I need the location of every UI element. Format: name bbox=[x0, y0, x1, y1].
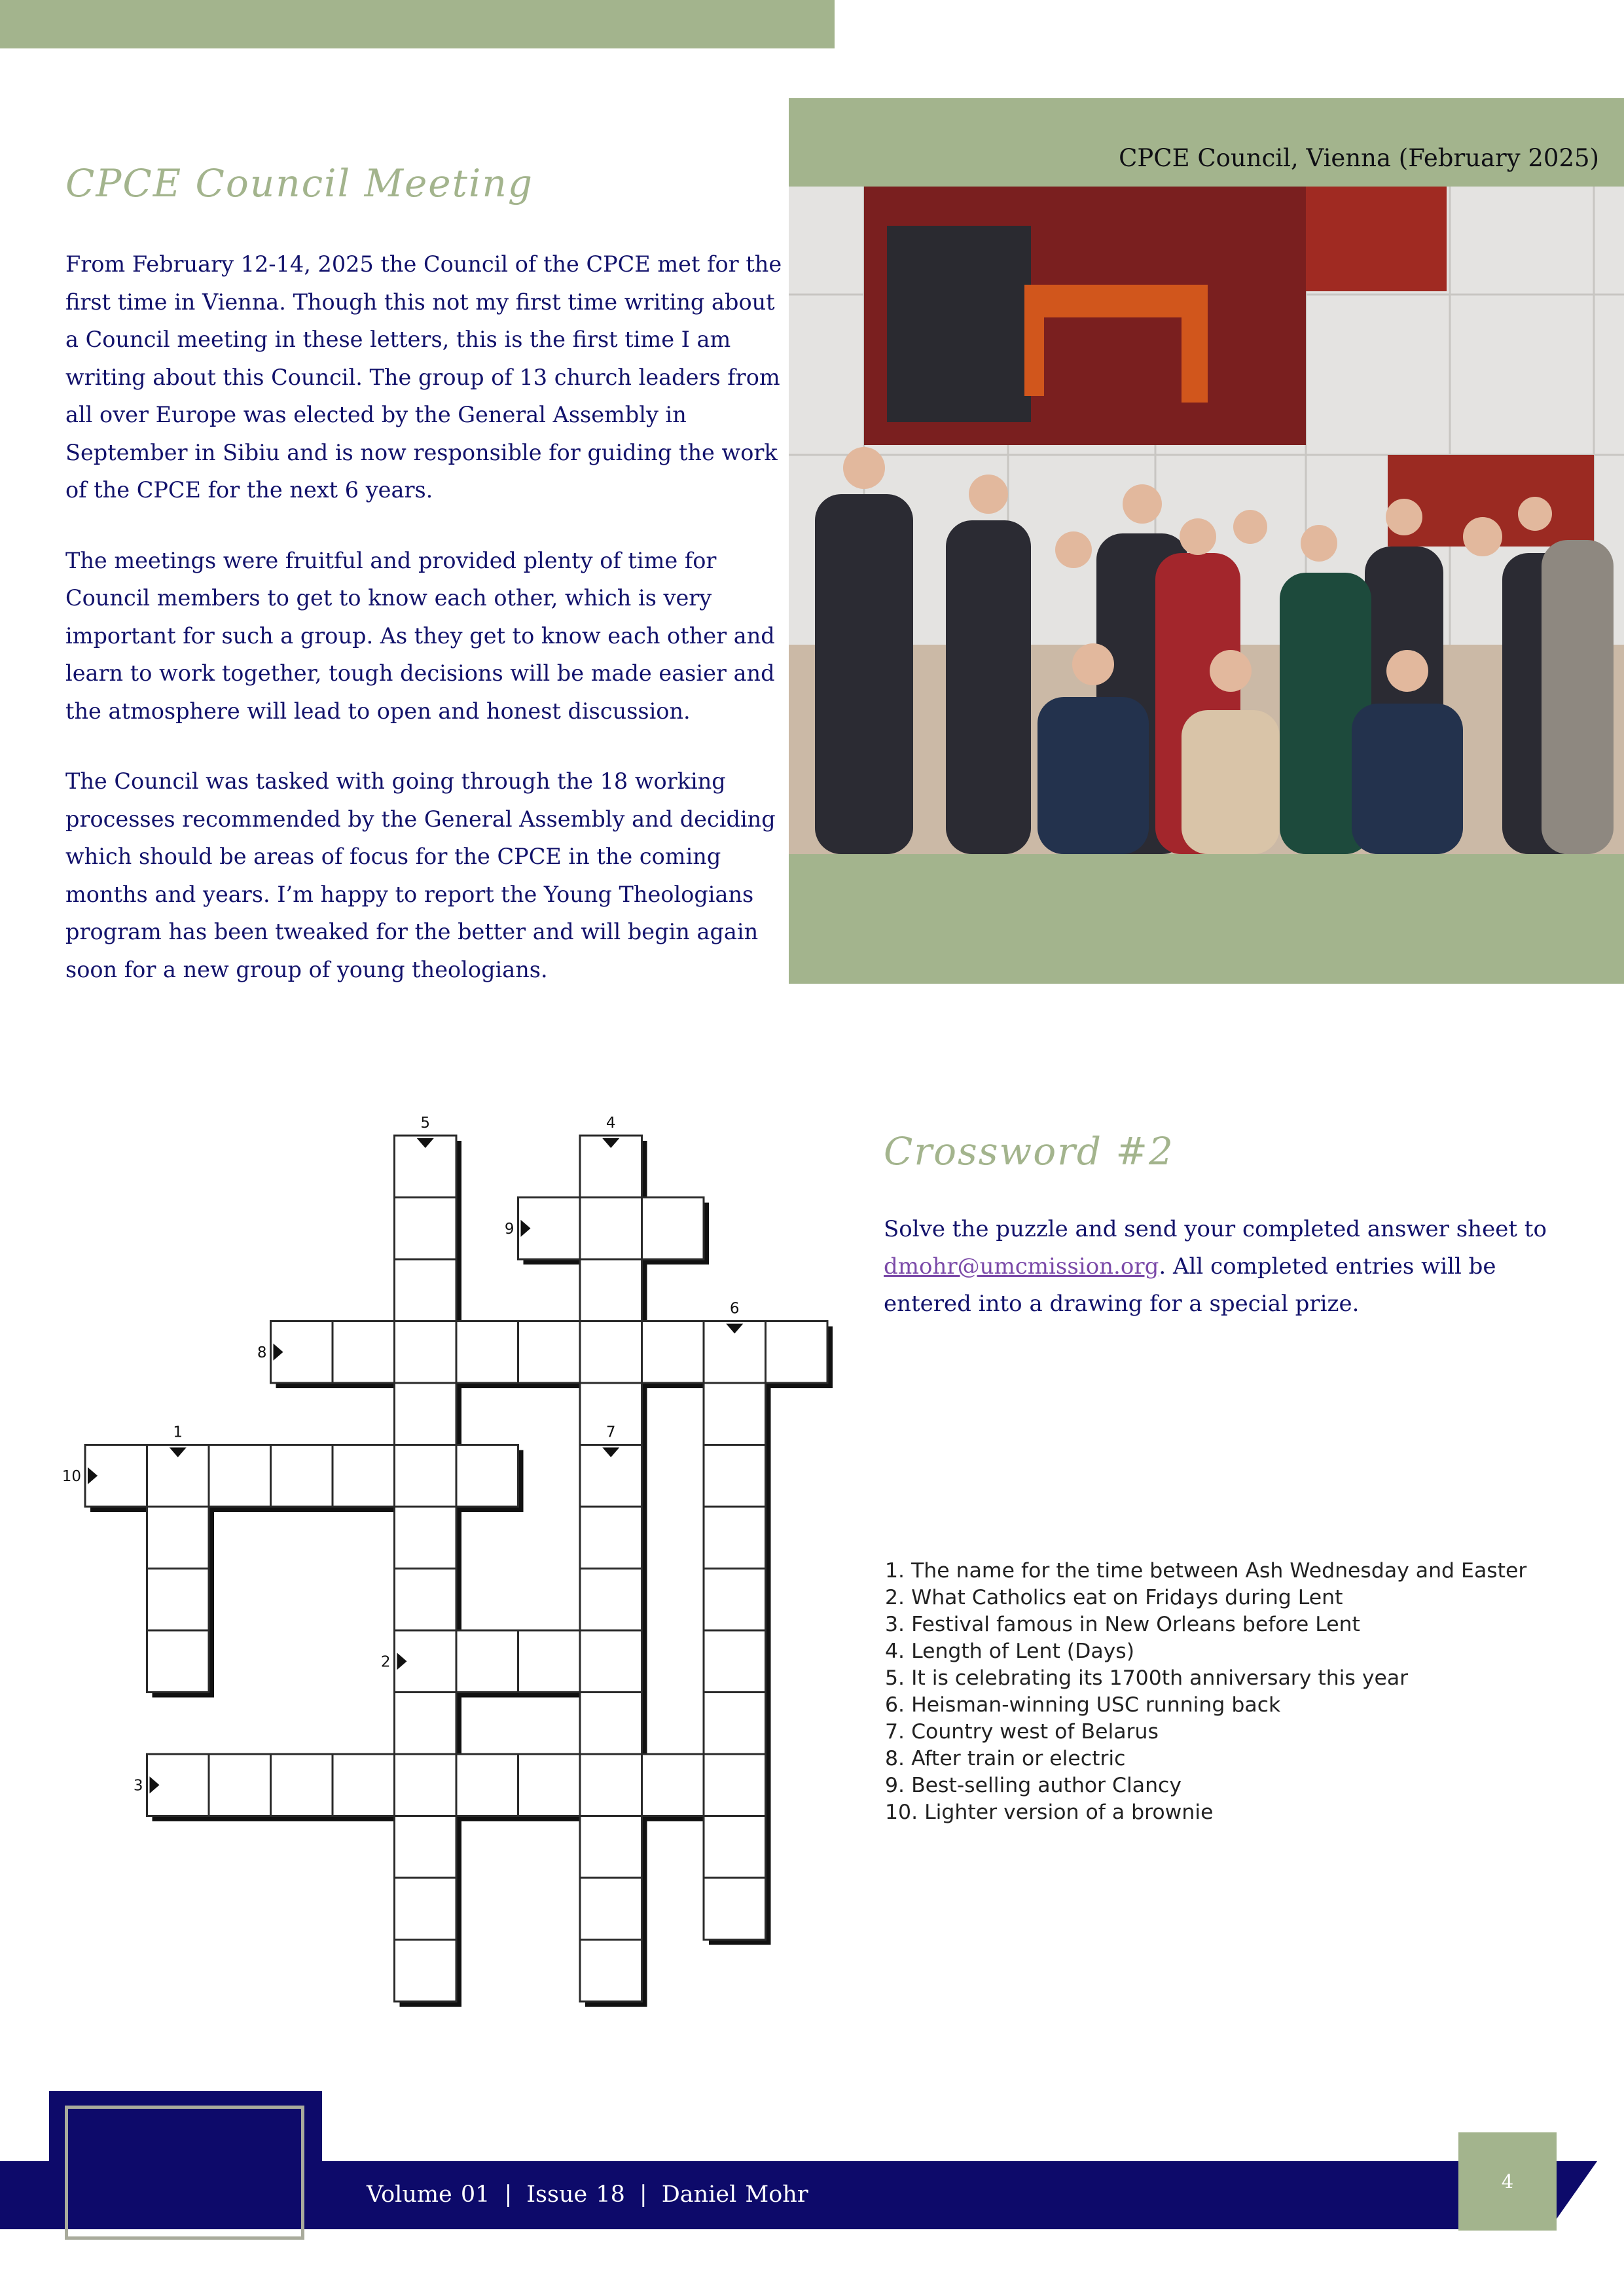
crossword-cell[interactable] bbox=[518, 1321, 581, 1384]
footer-logo-frame bbox=[65, 2106, 304, 2240]
crossword-cell[interactable] bbox=[147, 1507, 209, 1569]
article-title: CPCE Council Meeting bbox=[65, 161, 533, 206]
photo-caption: CPCE Council, Vienna (February 2025) bbox=[1119, 144, 1599, 172]
article-paragraph: From February 12-14, 2025 the Council of the CPCE met for the first time in Vienna. Though this not my first time writing about a Council meeting in these letters, this is the first time I am writing about this Council. The group of 13 church leaders from all over Europe was elected by the General Assembly in September in Sibiu and is now responsible for guiding the work of the CPCE for the next 6 years. bbox=[65, 251, 782, 503]
footer-volume: Volume 01 bbox=[367, 2181, 490, 2208]
article-body bbox=[65, 245, 792, 1021]
clue-number: 7 bbox=[605, 1424, 616, 1441]
clue-number: 1 bbox=[173, 1424, 183, 1441]
crossword-cell[interactable] bbox=[704, 1693, 766, 1755]
crossword-cell[interactable] bbox=[271, 1754, 333, 1816]
crossword-cell[interactable] bbox=[456, 1754, 518, 1816]
crossword-cell[interactable] bbox=[209, 1445, 271, 1507]
clue-item: 9. Best-selling author Clancy bbox=[885, 1774, 1182, 1797]
crossword-cell[interactable] bbox=[704, 1507, 766, 1569]
group-photo bbox=[789, 187, 1624, 854]
crossword-title: Crossword #2 bbox=[884, 1129, 1174, 1174]
crossword-instructions-text: Solve the puzzle and send your completed answer sheet to bbox=[884, 1216, 1547, 1242]
crossword-cell[interactable] bbox=[518, 1630, 581, 1693]
footer-logo-box bbox=[49, 2091, 322, 2229]
footer-issue: Issue 18 bbox=[526, 2181, 625, 2208]
article-paragraph: The Council was tasked with going through the 18 working processes recommended by the General Assembly and deciding which should be areas of focus for the CPCE in the coming months and years. I’m happy to report the Young Theologians program has been tweaked for the better and will begin again soon for a new group of young theologians. bbox=[65, 768, 776, 982]
crossword-instructions-text: . All completed entries will be entered into a drawing for a special prize. bbox=[884, 1253, 1496, 1317]
crossword-cell[interactable] bbox=[395, 1940, 457, 2002]
crossword-cell[interactable] bbox=[395, 1754, 457, 1816]
page-number-box bbox=[1458, 2132, 1557, 2231]
clue-item: 2. What Catholics eat on Fridays during Lent bbox=[885, 1586, 1343, 1609]
clue-number: 2 bbox=[380, 1653, 391, 1671]
clue-item: 10. Lighter version of a brownie bbox=[885, 1801, 1214, 1824]
crossword-cell[interactable] bbox=[704, 1878, 766, 1940]
page-number: 4 bbox=[1501, 2170, 1514, 2193]
crossword-cell[interactable] bbox=[395, 1569, 457, 1631]
clue-item: 3. Festival famous in New Orleans before Lent bbox=[885, 1613, 1360, 1636]
crossword-cell[interactable] bbox=[580, 1878, 642, 1940]
footer-issue-info bbox=[367, 2181, 808, 2208]
crossword-cell[interactable] bbox=[642, 1198, 704, 1260]
crossword-cell[interactable] bbox=[580, 1198, 642, 1260]
crossword-cell[interactable] bbox=[456, 1630, 518, 1693]
crossword-cell[interactable] bbox=[704, 1754, 766, 1816]
clue-item: 4. Length of Lent (Days) bbox=[885, 1640, 1134, 1663]
crossword-cell[interactable] bbox=[642, 1754, 704, 1816]
crossword-cell[interactable] bbox=[518, 1754, 581, 1816]
clue-number: 9 bbox=[504, 1220, 514, 1238]
clue-number: 6 bbox=[729, 1300, 740, 1318]
crossword-cell[interactable] bbox=[704, 1383, 766, 1445]
crossword-cell[interactable] bbox=[395, 1507, 457, 1569]
crossword-cell[interactable] bbox=[147, 1569, 209, 1631]
crossword-cell[interactable] bbox=[271, 1445, 333, 1507]
crossword-cell[interactable] bbox=[395, 1693, 457, 1755]
clue-item: 1. The name for the time between Ash Wednesday and Easter bbox=[885, 1559, 1527, 1583]
email-link[interactable]: dmohr@umcmission.org bbox=[884, 1253, 1159, 1280]
crossword-cell[interactable] bbox=[395, 1321, 457, 1384]
crossword-cell[interactable] bbox=[704, 1630, 766, 1693]
crossword-cell[interactable] bbox=[580, 1940, 642, 2002]
crossword-cell[interactable] bbox=[456, 1445, 518, 1507]
crossword-cell[interactable] bbox=[333, 1754, 395, 1816]
crossword-cell[interactable] bbox=[395, 1445, 457, 1507]
clue-item: 8. After train or electric bbox=[885, 1747, 1126, 1770]
crossword-cell[interactable] bbox=[580, 1693, 642, 1755]
footer-author: Daniel Mohr bbox=[661, 2181, 808, 2208]
footer-separator: | bbox=[504, 2181, 513, 2208]
article-paragraph: The meetings were fruitful and provided plenty of time for Council members to get to know each other, which is very important for such a group. As they get to know each other and learn to work together, tough decisions will be made easier and the atmosphere will lead to open and honest discussion. bbox=[65, 547, 775, 724]
photo-frame bbox=[789, 98, 1624, 984]
crossword-cell[interactable] bbox=[395, 1259, 457, 1321]
clue-item: 7. Country west of Belarus bbox=[885, 1720, 1159, 1744]
crossword-cell[interactable] bbox=[704, 1569, 766, 1631]
crossword-cell[interactable] bbox=[704, 1816, 766, 1878]
crossword-cell[interactable] bbox=[395, 1816, 457, 1878]
crossword-grid bbox=[0, 1106, 851, 2036]
crossword-cell[interactable] bbox=[456, 1321, 518, 1384]
top-accent-bar bbox=[0, 0, 835, 48]
crossword-cell[interactable] bbox=[209, 1754, 271, 1816]
crossword-cell[interactable] bbox=[704, 1445, 766, 1507]
crossword-cell[interactable] bbox=[642, 1321, 704, 1384]
crossword-cell[interactable] bbox=[766, 1321, 828, 1384]
clue-number: 4 bbox=[605, 1115, 616, 1132]
clue-list bbox=[885, 1558, 1526, 1826]
clue-number: 3 bbox=[133, 1777, 143, 1795]
crossword-cell[interactable] bbox=[395, 1198, 457, 1260]
crossword-cell[interactable] bbox=[580, 1569, 642, 1631]
clue-number: 8 bbox=[257, 1344, 267, 1361]
crossword-cell[interactable] bbox=[580, 1321, 642, 1384]
crossword-cell[interactable] bbox=[580, 1754, 642, 1816]
crossword-cell[interactable] bbox=[580, 1507, 642, 1569]
crossword-cell[interactable] bbox=[580, 1816, 642, 1878]
crossword-cell[interactable] bbox=[147, 1630, 209, 1693]
crossword-instructions bbox=[884, 1211, 1571, 1323]
clue-number: 10 bbox=[62, 1467, 81, 1485]
clue-number: 5 bbox=[420, 1115, 431, 1132]
crossword-cell[interactable] bbox=[580, 1630, 642, 1693]
crossword-cell[interactable] bbox=[580, 1259, 642, 1321]
crossword-cell[interactable] bbox=[395, 1878, 457, 1940]
clue-item: 6. Heisman-winning USC running back bbox=[885, 1693, 1281, 1717]
clue-item: 5. It is celebrating its 1700th anniversary this year bbox=[885, 1666, 1409, 1690]
crossword-cell[interactable] bbox=[333, 1445, 395, 1507]
footer-separator: | bbox=[639, 2181, 647, 2208]
crossword-cell[interactable] bbox=[395, 1383, 457, 1445]
crossword-cell[interactable] bbox=[333, 1321, 395, 1384]
